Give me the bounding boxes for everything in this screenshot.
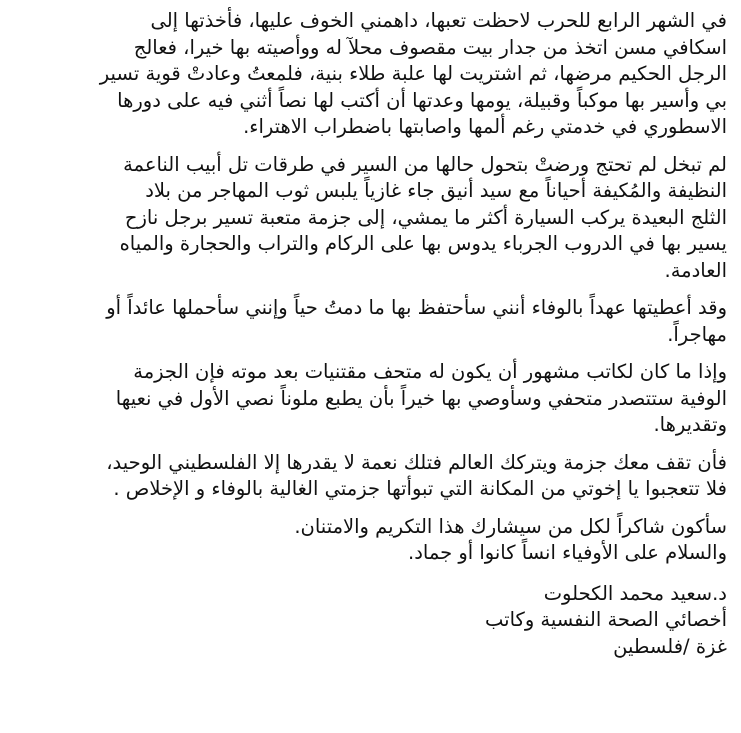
paragraph-loyalty: فأن تقف معك جزمة ويتركك العالم فتلك نعمة لا يقدرها إلا الفلسطيني الوحيد، فلا تتعجبوا يا إخوتي من المكانة التي تبوأتها جزمتي الغالية بالوفاء و الإخلاص . xyxy=(106,450,727,500)
paragraph-promise: وقد أعطيتها عهداً بالوفاء أنني سأحتفظ بها ما دمتُ حياً وإنني سأحملها عائداً أو مهاجراً. xyxy=(106,296,727,346)
paragraph-boot-repair: في الشهر الرابع للحرب لاحظت تعبها، داهمني الخوف عليها، فأخذتها إلى اسكافي مسن اتخذ من جدار بيت مقصوف محلآ له ووأصيته بها خيرا، فعالج الرجل الحكيم مرضها، ثم اشتريت لها علبة طلاء بنية، فلمعتُ وعادتْ قوية تسير بي وأسير بها موكباً وقبيلة، يومها وعدتها أن أكتب لها نصاً أثني فيه على دورها الاسطوري في خدمتي رغم ألمها واصابتها باضطراب الاهتراء. xyxy=(99,9,727,138)
author-signature: د.سعيد محمد الكحلوت أخصائي الصحة النفسية وكاتب غزة /فلسطين xyxy=(485,581,727,658)
paragraph-thanks: سأكون شاكراً لكل من سيشارك هذا التكريم والامتنان. والسلام على الأوفياء انساً كانوا أو جماد. xyxy=(294,514,727,564)
paragraph-boot-journey: لم تبخل لم تحتج ورضتْ بتحول حالها من السير في طرقات تل أبيب الناعمة النظيفة والمُكيفة أحياناً مع سيد أنيق جاء غازياً يلبس ثوب المهاجر من بلاد الثلج البعيدة يركب السيارة أكثر ما يمشي، إلى جزمة متعبة تسير برجل نازح يسير بها في الدروب الجرباء يدوس بها على الركام والتراب والحجارة والمياه العادمة. xyxy=(119,152,727,282)
paragraph-museum: وإذا ما كان لكاتب مشهور أن يكون له متحف مقتنيات بعد موته فإن الجزمة الوفية ستتصدر متحفي وسأوصي بها خيراً بأن يطبع ملوناً نصي الأول في نعيها وتقديرها. xyxy=(115,360,727,436)
